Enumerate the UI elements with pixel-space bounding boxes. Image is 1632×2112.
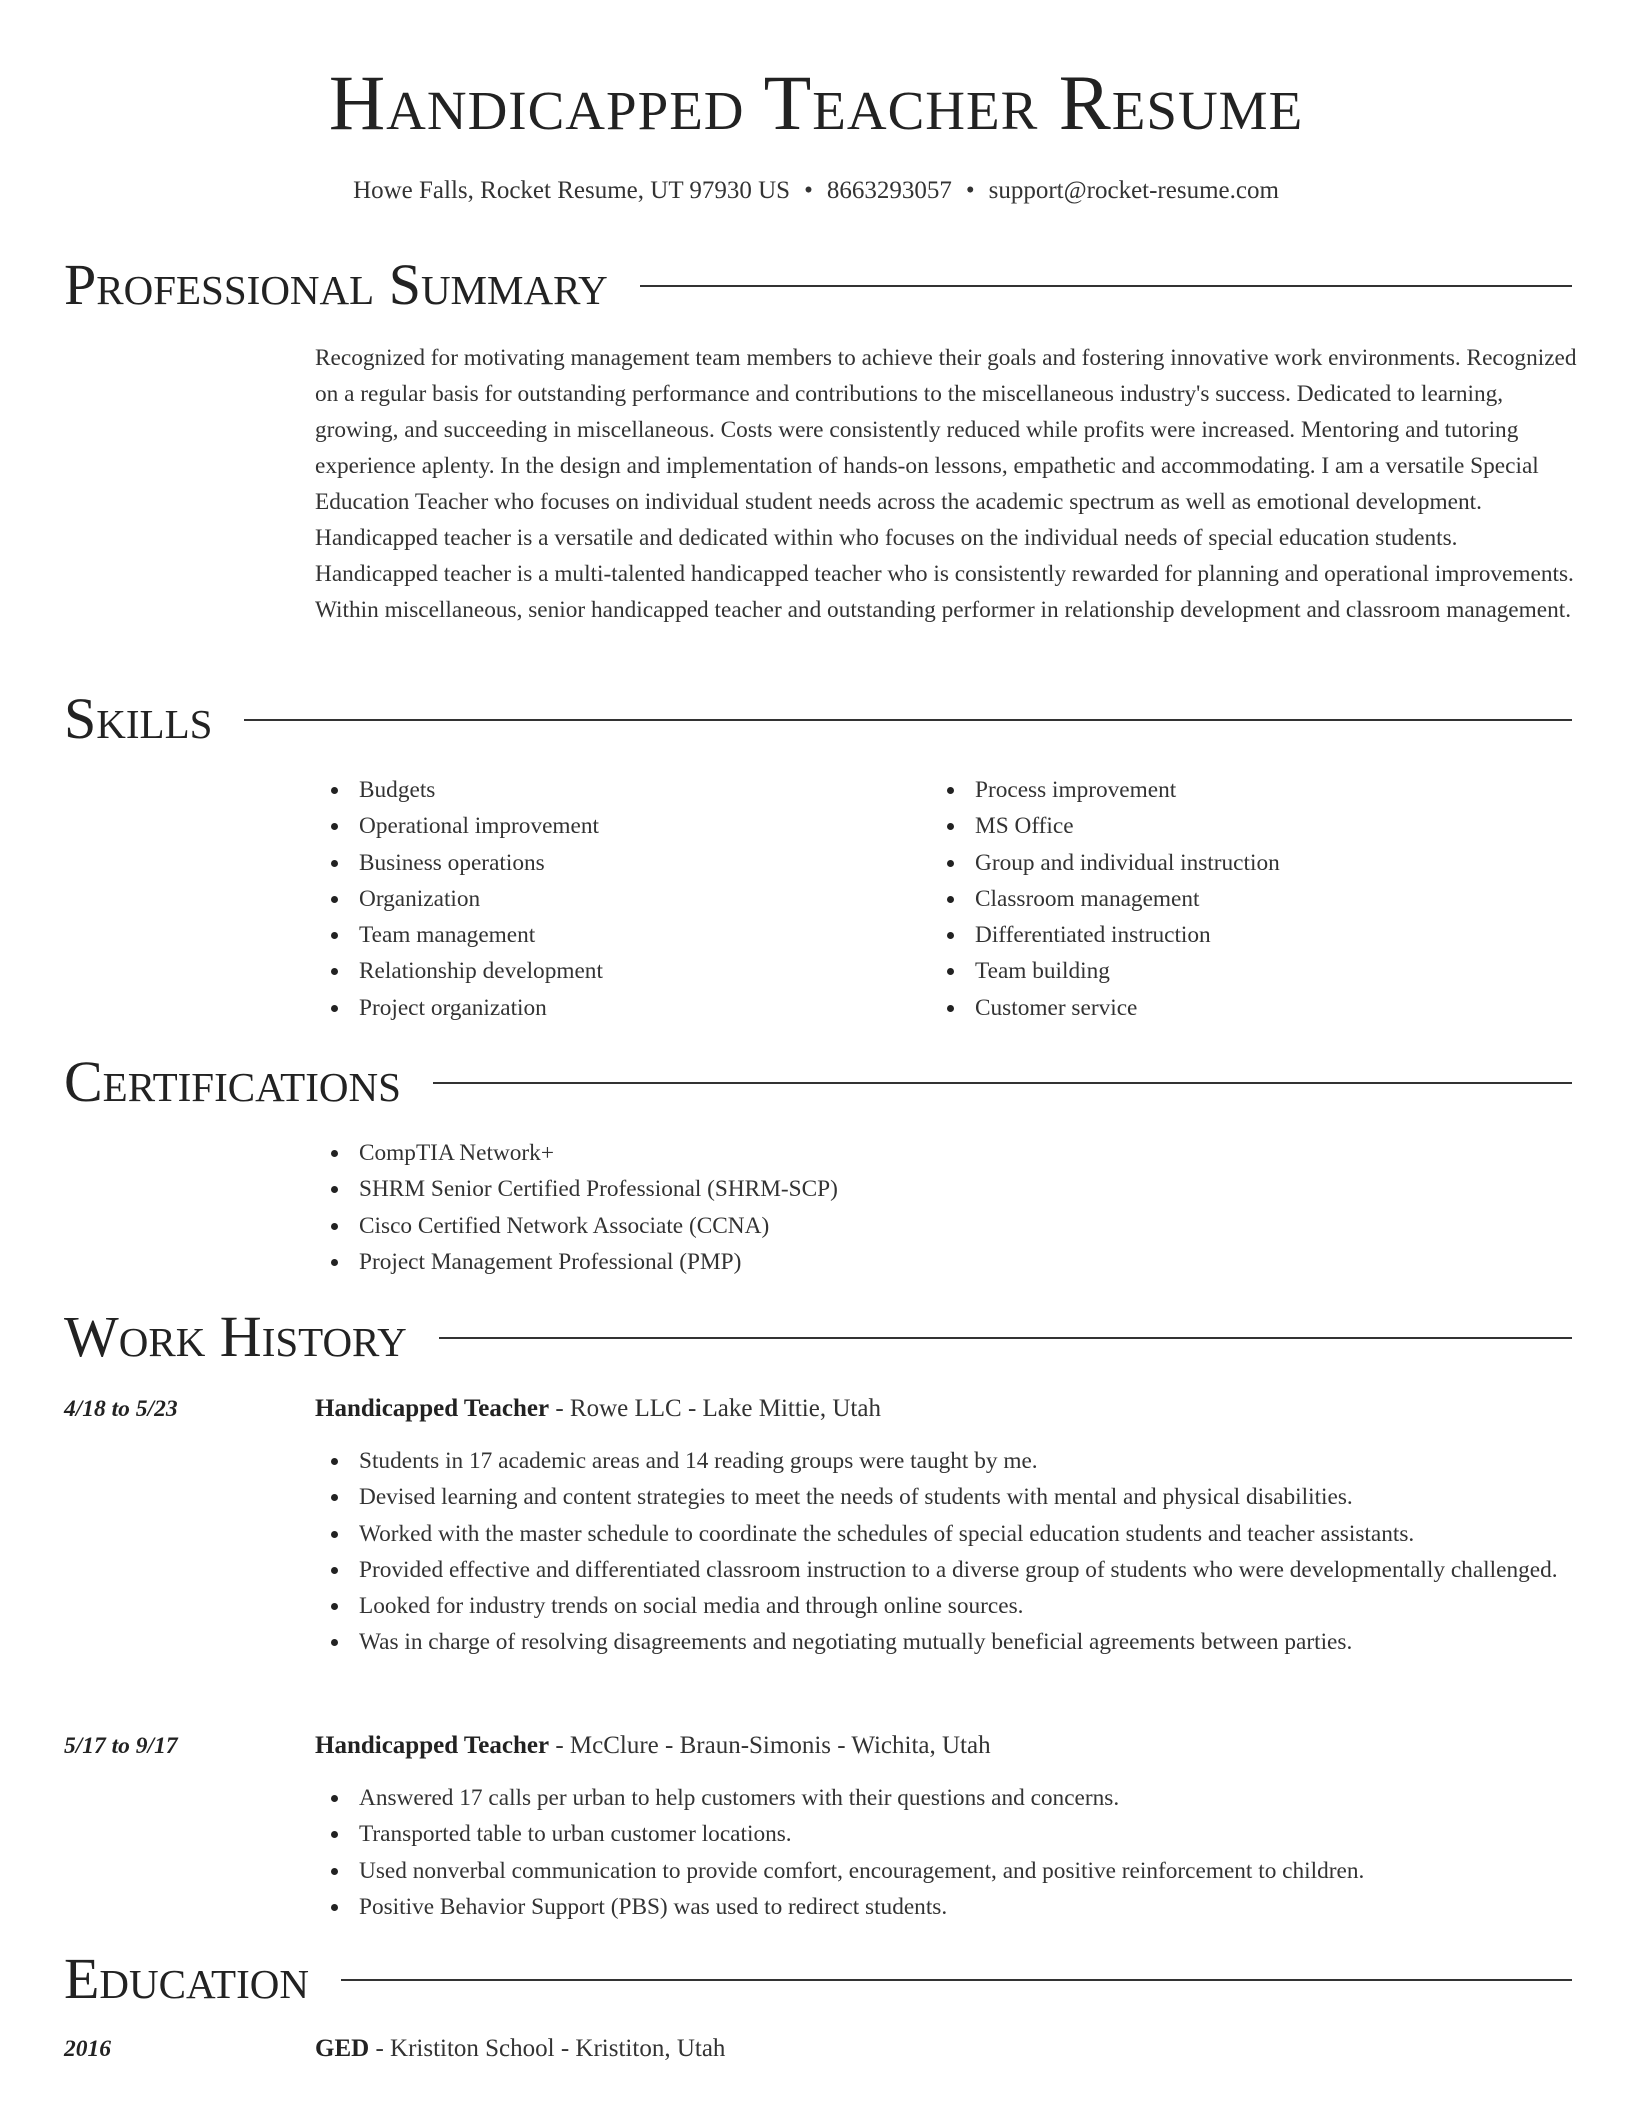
section-title-skills: Skills [64, 686, 213, 751]
contact-phone: 8663293057 [826, 177, 952, 204]
certifications-list [315, 1135, 1575, 1280]
education-date: 2016 [64, 2036, 111, 2062]
skill-item: Project organization [315, 990, 915, 1026]
contact-separator: • [804, 177, 813, 204]
section-title-work-history: Work History [64, 1304, 407, 1369]
job-bullet-list [315, 1443, 1577, 1661]
education-degree: GED [315, 2035, 370, 2062]
job-details: - McClure - Braun-Simonis - Wichita, Utah [549, 1732, 991, 1759]
job-bullet: Worked with the master schedule to coordinate the schedules of special education students and teacher assistants. [315, 1516, 1577, 1552]
job-bullet-list [315, 1780, 1577, 1925]
job-dates: 5/17 to 9/17 [64, 1733, 178, 1759]
section-header-summary [64, 250, 1572, 320]
certification-item: Cisco Certified Network Associate (CCNA) [315, 1208, 1575, 1244]
education-heading [315, 2032, 1575, 2066]
skill-item: Customer service [931, 990, 1571, 1026]
contact-email: support@rocket-resume.com [988, 177, 1279, 204]
section-header-skills [64, 684, 1572, 754]
skill-item: Classroom management [931, 881, 1571, 917]
section-divider [439, 1337, 1572, 1339]
skill-item: Operational improvement [315, 808, 915, 844]
job-bullet: Looked for industry trends on social media and through online sources. [315, 1588, 1577, 1624]
job-bullet: Answered 17 calls per urban to help customers with their questions and concerns. [315, 1780, 1577, 1816]
skill-item: Business operations [315, 845, 915, 881]
section-header-certifications [64, 1047, 1572, 1117]
job-bullet: Used nonverbal communication to provide comfort, encouragement, and positive reinforcement to children. [315, 1853, 1577, 1889]
job-bullet: Devised learning and content strategies to meet the needs of students with mental and physical disabilities. [315, 1479, 1577, 1515]
job-dates: 4/18 to 5/23 [64, 1396, 178, 1422]
skill-item: Process improvement [931, 772, 1571, 808]
section-header-work-history [64, 1302, 1572, 1372]
certification-item: Project Management Professional (PMP) [315, 1244, 1575, 1280]
section-title-summary: Professional Summary [64, 252, 608, 317]
contact-line [0, 174, 1632, 208]
skill-item: Organization [315, 881, 915, 917]
section-divider [640, 285, 1572, 287]
job-bullet: Positive Behavior Support (PBS) was used to redirect students. [315, 1889, 1577, 1925]
education-details: - Kristiton School - Kristiton, Utah [369, 2035, 726, 2062]
job-title: Handicapped Teacher [315, 1732, 550, 1759]
certification-item: SHRM Senior Certified Professional (SHRM-SCP) [315, 1171, 1575, 1207]
contact-address: Howe Falls, Rocket Resume, UT 97930 US [353, 177, 791, 204]
skill-item: Budgets [315, 772, 915, 808]
section-divider [433, 1082, 1572, 1084]
job-heading [315, 1729, 1575, 1763]
job-bullet: Provided effective and differentiated classroom instruction to a diverse group of students who were developmentally challenged. [315, 1552, 1577, 1588]
section-title-certifications: Certifications [64, 1049, 401, 1114]
skill-item: Relationship development [315, 953, 915, 989]
job-heading [315, 1392, 1575, 1426]
job-bullet: Students in 17 academic areas and 14 reading groups were taught by me. [315, 1443, 1577, 1479]
resume-name: Handicapped Teacher Resume [328, 59, 1304, 146]
contact-separator: • [965, 177, 975, 204]
job-bullet: Was in charge of resolving disagreements and negotiating mutually beneficial agreements between parties. [315, 1624, 1577, 1660]
job-bullet: Transported table to urban customer locations. [315, 1816, 1577, 1852]
section-header-education [64, 1944, 1572, 2014]
skill-item: Differentiated instruction [931, 917, 1571, 953]
section-divider [244, 719, 1572, 721]
skill-item: MS Office [931, 808, 1571, 844]
summary-text: Recognized for motivating management team members to achieve their goals and fostering innovative work environments. Recognized on a regular basis for outstanding performance and contributions to the miscellaneous industry's success. Dedicated to learning, growing, and succeeding in miscellaneous. Costs were consistently reduced while profits were increased. Mentoring and tutoring experience aplenty. In the design and implementation of hands-on lessons, empathetic and accommodating. I am a versatile Special Education Teacher who focuses on individual student needs across the academic spectrum as well as emotional development. Handicapped teacher is a versatile and dedicated within who focuses on the individual needs of special education students. Handicapped teacher is a multi-talented handicapped teacher who is consistently rewarded for planning and operational improvements. Within miscellaneous, senior handicapped teacher and outstanding performer in relationship development and classroom management. [315, 345, 1577, 623]
section-title-education: Education [64, 1946, 309, 2011]
section-divider [341, 1979, 1572, 1981]
skill-item: Team building [931, 953, 1571, 989]
job-title: Handicapped Teacher [315, 1395, 550, 1422]
skill-item: Team management [315, 917, 915, 953]
skill-item: Group and individual instruction [931, 845, 1571, 881]
certification-item: CompTIA Network+ [315, 1135, 1575, 1171]
skills-list-right [931, 772, 1571, 1026]
job-details: - Rowe LLC - Lake Mittie, Utah [549, 1395, 881, 1422]
skills-list-left [315, 772, 915, 1026]
